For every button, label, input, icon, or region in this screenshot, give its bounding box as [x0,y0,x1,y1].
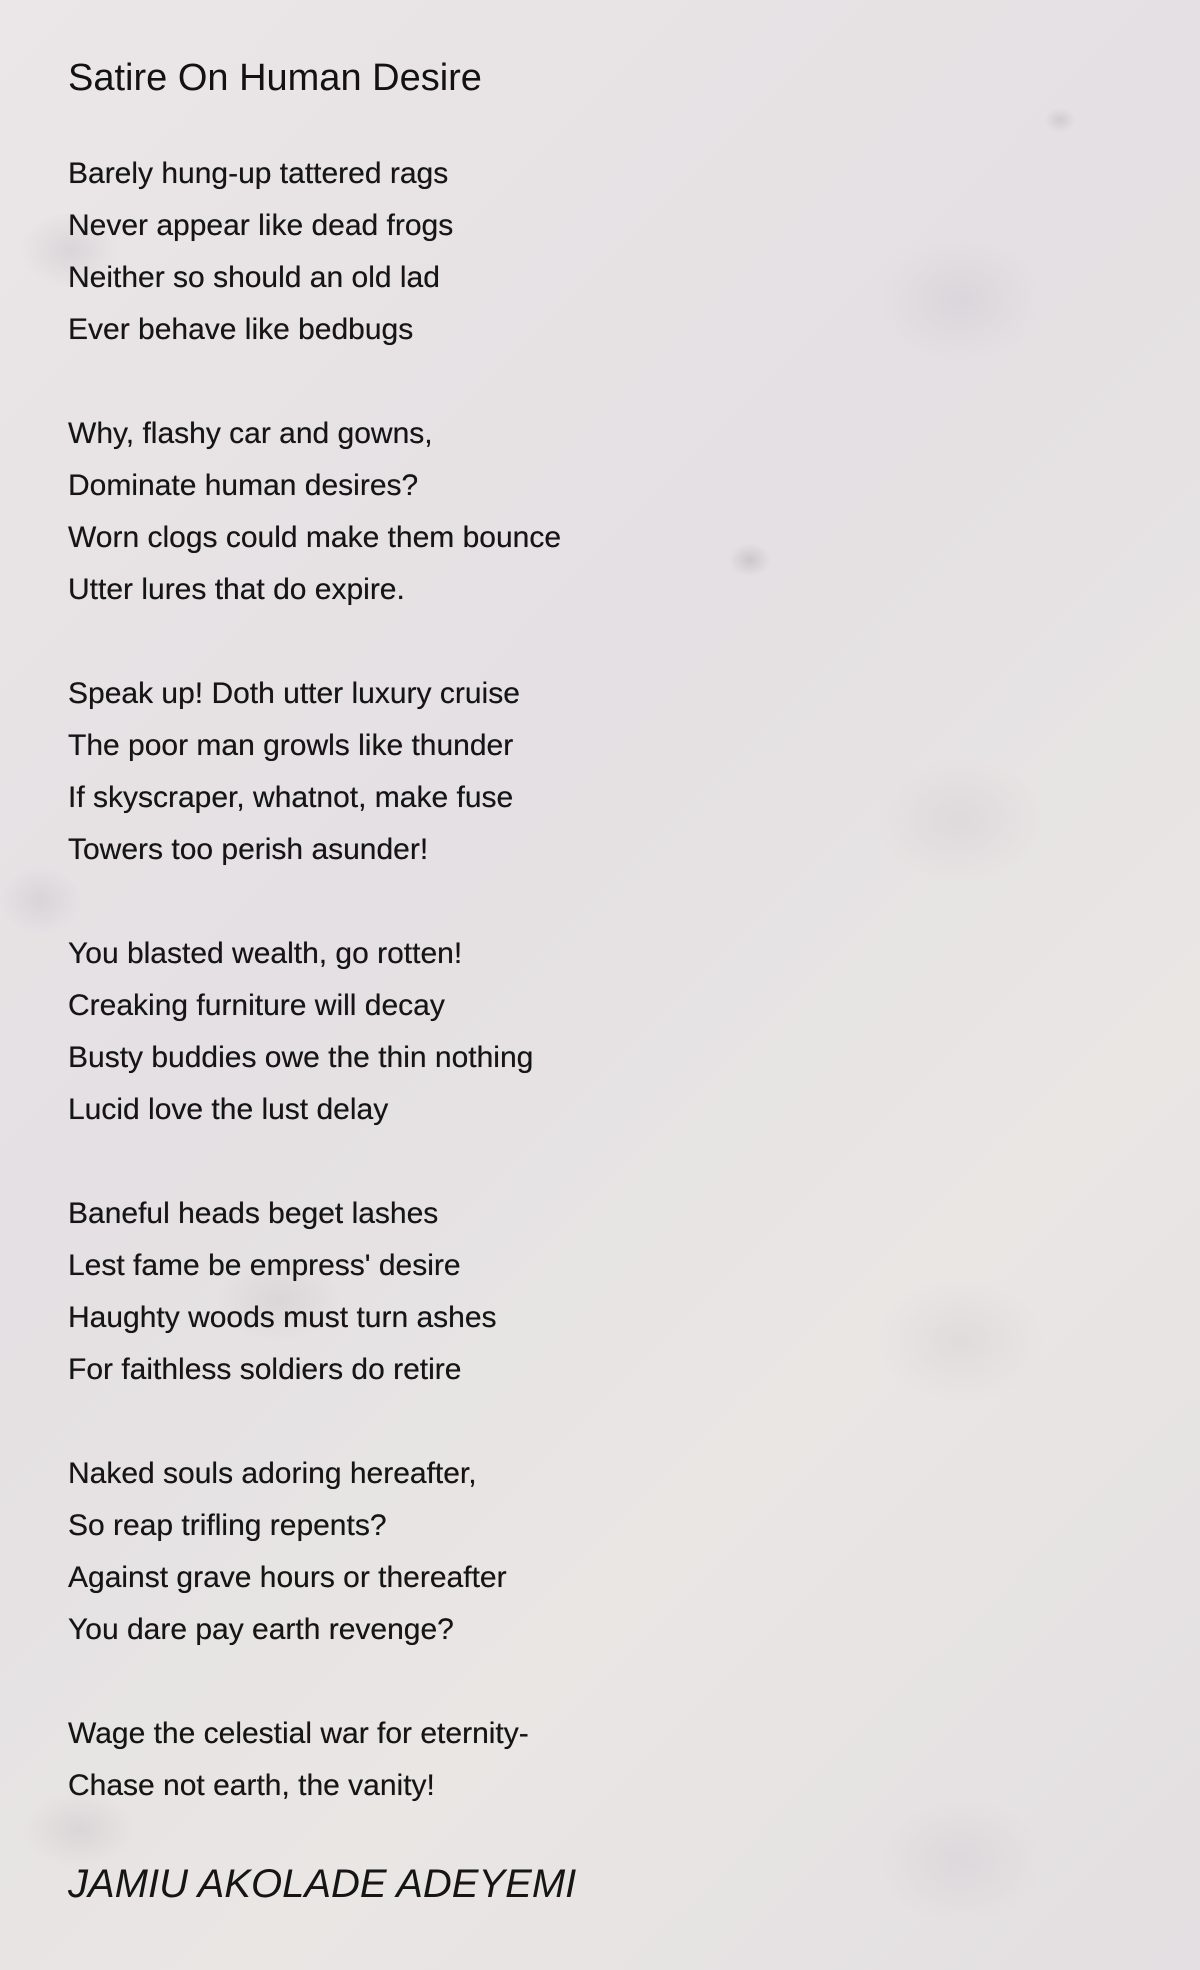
poem-author: JAMIU AKOLADE ADEYEMI [68,1862,577,1906]
stanza-4 [68,928,1128,1136]
poem-line: Wage the celestial war for eternity- [68,1717,529,1750]
poem-line: So reap trifling repents? [68,1509,387,1542]
poem-line: Towers too perish asunder! [68,833,429,866]
poem-line: Haughty woods must turn ashes [68,1301,497,1334]
poem-card [68,48,1128,1912]
poem-line: Lucid love the lust delay [68,1093,389,1126]
poem-line: Utter lures that do expire. [68,573,405,606]
poem-line: Worn clogs could make them bounce [68,521,562,554]
poem-line: You blasted wealth, go rotten! [68,937,463,970]
poem-line: Barely hung-up tattered rags [68,157,449,190]
poem-line: Ever behave like bedbugs [68,313,414,346]
poem-line: Naked souls adoring hereafter, [68,1457,477,1490]
poem-title: Satire On Human Desire [68,57,482,99]
poem-line: Busty buddies owe the thin nothing [68,1041,534,1074]
poem-line: Speak up! Doth utter luxury cruise [68,677,520,710]
poem-line: Dominate human desires? [68,469,419,502]
stanza-7 [68,1708,1128,1812]
poem-line: Creaking furniture will decay [68,989,445,1022]
poem-line: The poor man growls like thunder [68,729,514,762]
stanza-2 [68,408,1128,616]
poem-line: For faithless soldiers do retire [68,1353,462,1386]
poem-line: Against grave hours or thereafter [68,1561,507,1594]
poem-line: Baneful heads beget lashes [68,1197,439,1230]
stanza-1 [68,148,1128,356]
poem-line: If skyscraper, whatnot, make fuse [68,781,514,814]
poem-line: Neither so should an old lad [68,261,440,294]
poem-line: Why, flashy car and gowns, [68,417,433,450]
poem-line: Chase not earth, the vanity! [68,1769,435,1802]
poem-line: Lest fame be empress' desire [68,1249,461,1282]
stanza-6 [68,1448,1128,1656]
poem-line: Never appear like dead frogs [68,209,454,242]
stanza-5 [68,1188,1128,1396]
stanza-3 [68,668,1128,876]
poem-line: You dare pay earth revenge? [68,1613,454,1646]
